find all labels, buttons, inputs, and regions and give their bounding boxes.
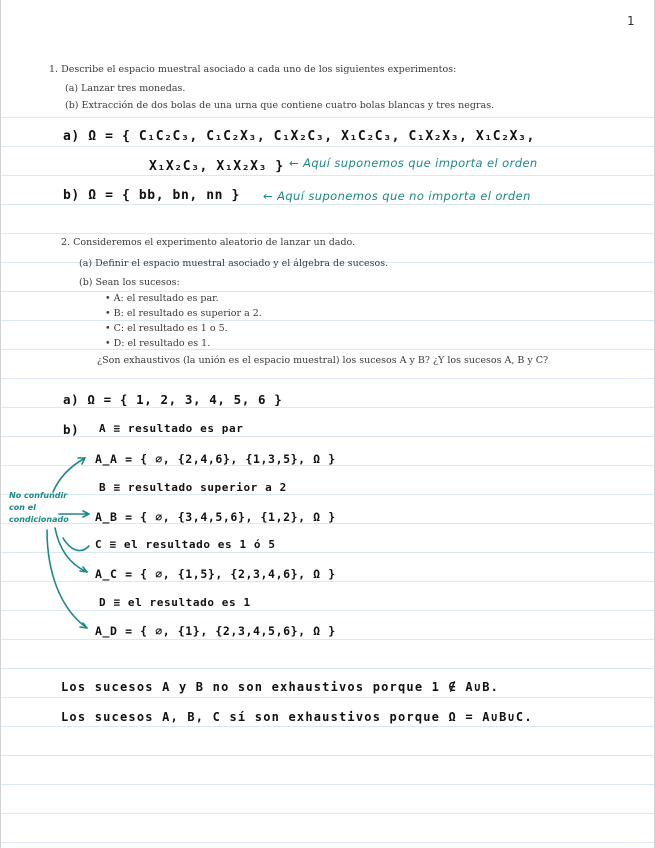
event-b: • B: el resultado es superior a 2.	[105, 308, 262, 319]
problem-1-item-b: (b) Extracción de dos bolas de una urna que contiene cuatro bolas blancas y tres negras.	[65, 100, 495, 111]
note-1a: ← Aquí suponemos que importa el orden	[289, 156, 538, 170]
hw-line-a-def: A ≡ resultado es par	[99, 422, 244, 435]
note-1b: ← Aquí suponemos que no importa el orden	[263, 189, 531, 203]
answer-2b-label: b)	[63, 422, 80, 437]
side-note-line-3: condicionado	[9, 515, 69, 524]
arrow-to-c-line	[63, 538, 89, 551]
hw-line-algebra-b: A_B = { ∅, {3,4,5,6}, {1,2}, Ω }	[95, 510, 336, 524]
event-c: • C: el resultado es 1 o 5.	[105, 323, 228, 334]
side-note-line-2: con el	[9, 503, 36, 512]
hw-line-algebra-c: A_C = { ∅, {1,5}, {2,3,4,6}, Ω }	[95, 567, 336, 581]
event-d: • D: el resultado es 1.	[105, 338, 211, 349]
hw-line-b-def: B ≡ resultado superior a 2	[99, 481, 287, 494]
page-number: 1	[627, 14, 635, 28]
side-note-line-1: No confundir	[9, 491, 68, 500]
hw-line-d-def: D ≡ el resultado es 1	[99, 596, 251, 609]
problem-2-item-b: (b) Sean los sucesos:	[79, 277, 180, 288]
answer-1b: b) Ω = { bb, bn, nn }	[63, 188, 240, 203]
problem-2-item-a: (a) Definir el espacio muestral asociado y el álgebra de sucesos.	[79, 258, 389, 269]
event-a-text: A: el resultado es par.	[113, 293, 219, 304]
problem-2-question: ¿Son exhaustivos (la unión es el espacio muestral) los sucesos A y B? ¿Y los sucesos A, B y C?	[97, 355, 549, 366]
problem-2-statement: 2. Consideremos el experimento aleatorio de lanzar un dado.	[61, 237, 356, 248]
event-c-text: C: el resultado es 1 o 5.	[113, 323, 228, 334]
conclusion-1: Los sucesos A y B no son exhaustivos porque 1 ∉ A∪B.	[61, 680, 500, 694]
problem-1-statement: 1. Describe el espacio muestral asociado a cada uno de los siguientes experimentos:	[49, 64, 457, 75]
problem-1-item-a: (a) Lanzar tres monedas.	[65, 83, 186, 94]
answer-1a-line-2: X₁X₂C₃, X₁X₂X₃ }	[149, 159, 284, 174]
arrow-to-algebra-a	[53, 458, 85, 492]
event-a: • A: el resultado es par.	[105, 293, 219, 304]
event-b-text: B: el resultado es superior a 2.	[113, 308, 262, 319]
event-d-text: D: el resultado es 1.	[113, 338, 211, 349]
hw-line-algebra-d: A_D = { ∅, {1}, {2,3,4,5,6}, Ω }	[95, 624, 336, 638]
answer-1a-line-1: a) Ω = { C₁C₂C₃, C₁C₂X₃, C₁X₂C₃, X₁C₂C₃, C₁X₂X₃, X₁C₂X₃,	[63, 129, 535, 144]
hw-line-c-def: C ≡ el resultado es 1 ó 5	[95, 538, 276, 551]
hw-line-algebra-a: A_A = { ∅, {2,4,6}, {1,3,5}, Ω }	[95, 452, 336, 466]
conclusion-2: Los sucesos A, B, C sí son exhaustivos porque Ω = A∪B∪C.	[61, 710, 533, 724]
answer-2a: a) Ω = { 1, 2, 3, 4, 5, 6 }	[63, 392, 283, 407]
